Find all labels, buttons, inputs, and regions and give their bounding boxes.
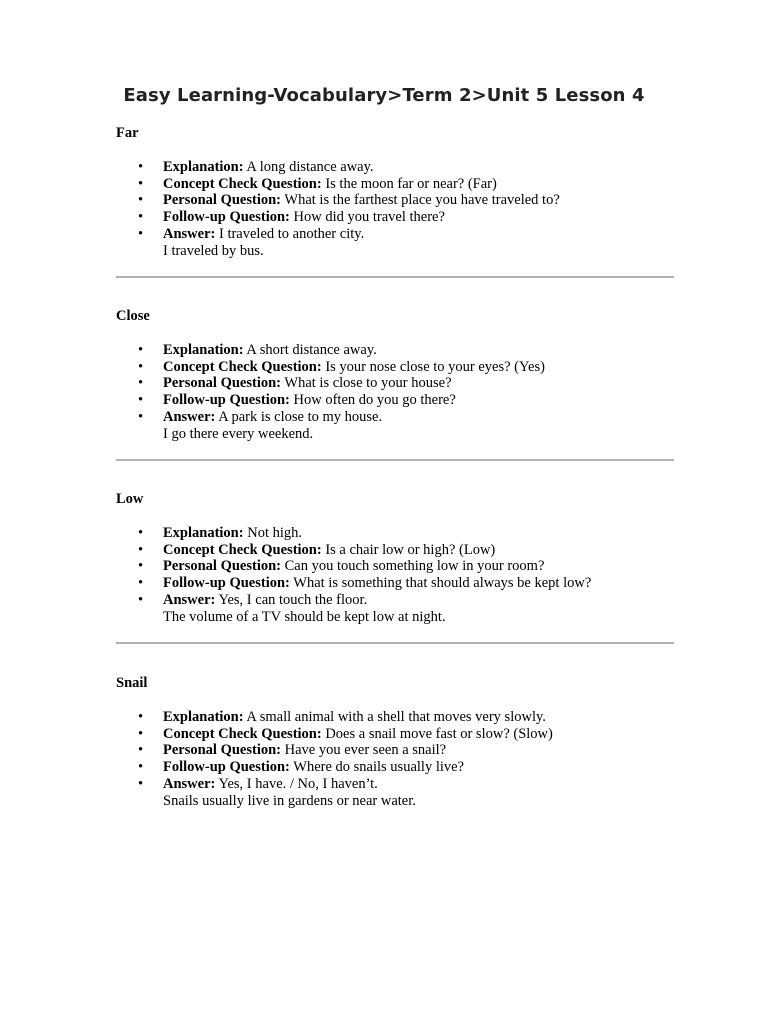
explanation-label: Explanation: [163, 708, 244, 725]
vocab-item-list [116, 342, 676, 443]
follow-up-item [116, 575, 676, 592]
vocab-word: Far [116, 125, 139, 141]
section-divider [116, 276, 674, 278]
bullet-icon: • [138, 209, 144, 226]
bullet-icon: • [138, 742, 144, 759]
concept-check-label: Concept Check Question: [163, 725, 322, 742]
concept-check-item [116, 542, 676, 559]
personal-question-item [116, 192, 676, 209]
bullet-icon: • [138, 759, 144, 776]
answer-text: Yes, I have. / No, I haven’t. [218, 775, 378, 792]
concept-check-item [116, 176, 676, 193]
bullet-icon: • [138, 375, 144, 392]
follow-up-label: Follow-up Question: [163, 209, 290, 226]
concept-check-label: Concept Check Question: [163, 175, 322, 192]
vocab-item-list [116, 525, 676, 626]
explanation-item [116, 159, 676, 176]
answer-text-line2: I go there every weekend. [163, 425, 314, 442]
answer-text-line2: The volume of a TV should be kept low at night. [163, 608, 446, 625]
vocab-word: Close [116, 308, 150, 324]
vocab-item-list [116, 709, 676, 810]
concept-check-label: Concept Check Question: [163, 541, 322, 558]
follow-up-item [116, 392, 676, 409]
concept-check-label: Concept Check Question: [163, 358, 322, 375]
bullet-icon: • [138, 708, 144, 725]
answer-label: Answer: [163, 408, 216, 425]
answer-item [116, 592, 676, 626]
follow-up-label: Follow-up Question: [163, 575, 290, 592]
vocab-section-snail [116, 675, 676, 810]
personal-question-text: Have you ever seen a snail? [284, 742, 447, 759]
answer-text-line2: I traveled by bus. [163, 242, 264, 259]
answer-text: A park is close to my house. [218, 408, 383, 425]
answer-item [116, 409, 676, 443]
answer-item [116, 776, 676, 810]
answer-text: Yes, I can touch the floor. [218, 591, 368, 608]
follow-up-label: Follow-up Question: [163, 392, 290, 409]
explanation-label: Explanation: [163, 524, 244, 541]
vocab-item-list [116, 159, 676, 260]
answer-item [116, 226, 676, 260]
concept-check-text: Is a chair low or high? (Low) [325, 541, 496, 558]
vocab-section-far [116, 125, 676, 260]
personal-question-text: What is close to your house? [284, 375, 452, 392]
answer-label: Answer: [163, 591, 216, 608]
follow-up-label: Follow-up Question: [163, 759, 290, 776]
bullet-icon: • [138, 775, 144, 792]
explanation-text: Not high. [247, 524, 302, 541]
bullet-icon: • [138, 408, 144, 425]
explanation-text: A long distance away. [246, 158, 374, 175]
follow-up-text: What is something that should always be kept low? [293, 575, 592, 592]
personal-question-text: Can you touch something low in your room? [284, 558, 545, 575]
vocab-word: Snail [116, 675, 148, 691]
follow-up-text: How did you travel there? [293, 209, 445, 226]
bullet-icon: • [138, 225, 144, 242]
bullet-icon: • [138, 591, 144, 608]
section-divider [116, 642, 674, 644]
concept-check-item [116, 726, 676, 743]
explanation-item [116, 709, 676, 726]
explanation-label: Explanation: [163, 341, 244, 358]
bullet-icon: • [138, 358, 144, 375]
bullet-icon: • [138, 158, 144, 175]
answer-text: I traveled to another city. [218, 225, 365, 242]
vocab-word: Low [116, 491, 144, 507]
answer-text-line2: Snails usually live in gardens or near water. [163, 792, 416, 809]
bullet-icon: • [138, 341, 144, 358]
vocab-section-low [116, 491, 676, 626]
bullet-icon: • [138, 558, 144, 575]
concept-check-text: Is the moon far or near? (Far) [325, 175, 497, 192]
follow-up-item [116, 209, 676, 226]
bullet-icon: • [138, 524, 144, 541]
personal-question-label: Personal Question: [163, 742, 282, 759]
follow-up-item [116, 759, 676, 776]
section-divider [116, 459, 674, 461]
concept-check-item [116, 359, 676, 376]
concept-check-text: Is your nose close to your eyes? (Yes) [325, 358, 545, 375]
explanation-label: Explanation: [163, 158, 244, 175]
explanation-text: A small animal with a shell that moves very slowly. [246, 708, 546, 725]
explanation-item [116, 342, 676, 359]
bullet-icon: • [138, 725, 144, 742]
bullet-icon: • [138, 392, 144, 409]
follow-up-text: Where do snails usually live? [293, 759, 464, 776]
page-title: Easy Learning-Vocabulary>Term 2>Unit 5 Lesson 4 [123, 85, 645, 106]
personal-question-label: Personal Question: [163, 558, 282, 575]
bullet-icon: • [138, 541, 144, 558]
follow-up-text: How often do you go there? [293, 392, 456, 409]
explanation-item [116, 525, 676, 542]
personal-question-item [116, 375, 676, 392]
bullet-icon: • [138, 575, 144, 592]
bullet-icon: • [138, 175, 144, 192]
personal-question-label: Personal Question: [163, 192, 282, 209]
bullet-icon: • [138, 192, 144, 209]
personal-question-item [116, 558, 676, 575]
answer-label: Answer: [163, 775, 216, 792]
explanation-text: A short distance away. [246, 341, 377, 358]
personal-question-text: What is the farthest place you have traveled to? [284, 192, 560, 209]
answer-label: Answer: [163, 225, 216, 242]
vocab-section-close [116, 308, 676, 443]
concept-check-text: Does a snail move fast or slow? (Slow) [325, 725, 553, 742]
personal-question-label: Personal Question: [163, 375, 282, 392]
personal-question-item [116, 742, 676, 759]
